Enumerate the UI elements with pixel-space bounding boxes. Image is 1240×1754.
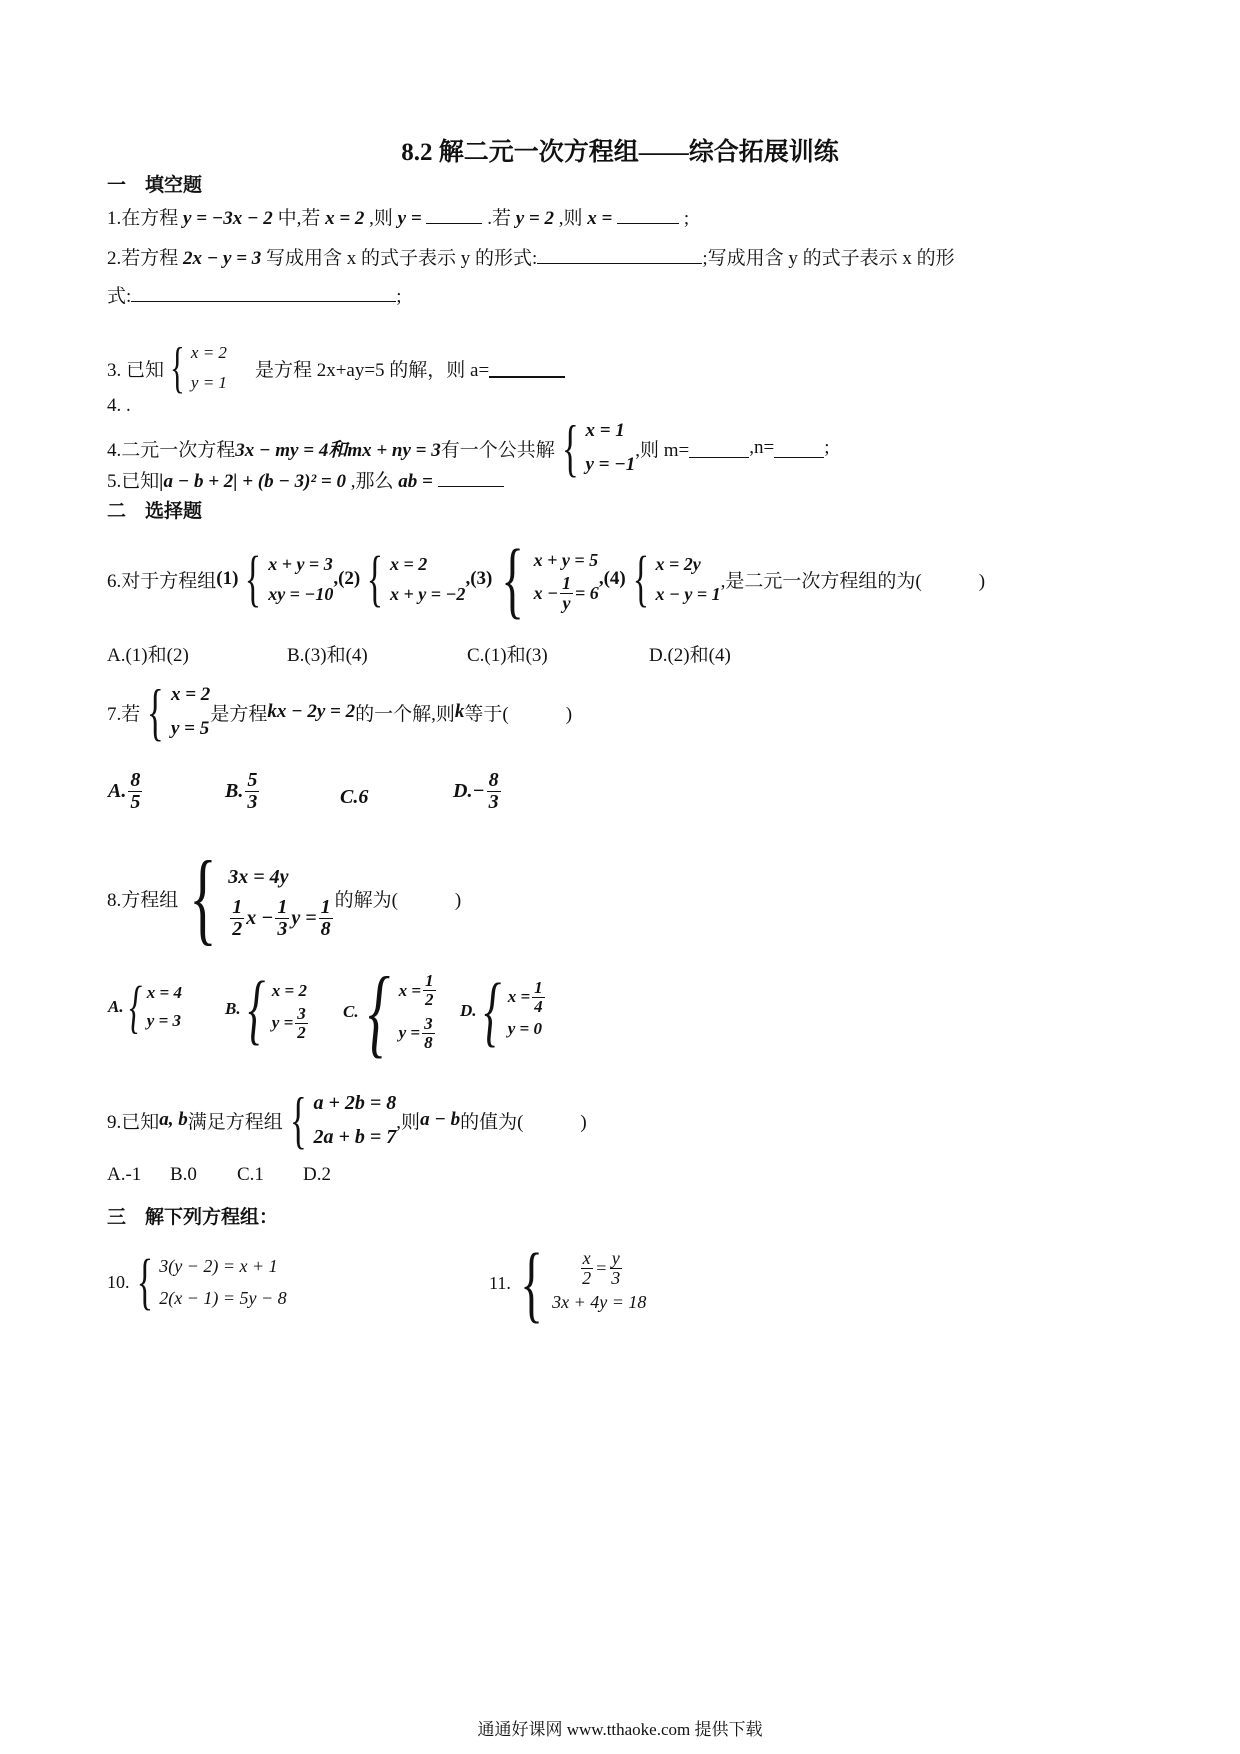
q4-system	[555, 414, 636, 482]
q7-a-num: 8	[130, 769, 141, 791]
q7-d-den: 3	[488, 791, 499, 813]
q6-text-a: 6.对于方程组	[107, 570, 217, 592]
q8-f2-den: 3	[277, 917, 288, 940]
q9-row-2: 2a + b = 7	[313, 1126, 397, 1148]
q2-text-b: 写成用含 x 的式子表示 y 的形式:	[261, 248, 538, 269]
brace: {	[245, 545, 262, 613]
brace: {	[128, 974, 142, 1039]
q9-row-1: a + 2b = 8	[313, 1092, 397, 1114]
footer-credit: 通通好课网 www.tthaoke.com 提供下载	[477, 1720, 763, 1739]
q9-system	[283, 1086, 397, 1154]
q9-a-minus-b: a − b	[420, 1109, 461, 1130]
q8-row-1: 3x = 4y	[228, 865, 289, 888]
brace: {	[147, 676, 165, 747]
q9-option-d[interactable]: D.2	[303, 1164, 331, 1185]
q8-a-row-1: x = 4	[146, 983, 182, 1002]
brace: {	[520, 1235, 543, 1331]
q9-text-d: 的值为( )	[460, 1111, 587, 1133]
q6-s3-x: x −	[533, 582, 559, 603]
q8-b-row-1: x = 2	[271, 980, 307, 1000]
q10-row-2: 2(x − 1) = 5y − 8	[159, 1288, 287, 1308]
brace: {	[247, 965, 265, 1052]
q7-b-num: 5	[247, 769, 258, 791]
question-6	[107, 531, 986, 627]
q11-label: 11.	[489, 1272, 511, 1293]
q5-ab: ab =	[398, 471, 438, 492]
q11-equals: =	[595, 1257, 608, 1278]
q6-s3-num: 1	[562, 572, 572, 593]
brace: {	[366, 545, 384, 613]
q8-d-num: 1	[534, 977, 543, 997]
q11-x-den: 2	[582, 1267, 592, 1288]
q6-system-4	[626, 545, 721, 613]
q6-option-c[interactable]: C.(1)和(3)	[467, 645, 548, 666]
q8-text-b: 的解为( )	[334, 889, 462, 911]
q2-text-d: 式:	[107, 286, 132, 307]
q7-option-d[interactable]	[453, 770, 503, 813]
q7-option-a[interactable]	[108, 770, 144, 813]
q5-text-b: ,那么	[346, 471, 399, 492]
q6-s2-row-1: x = 2	[390, 554, 428, 574]
q8-c-num-2: 3	[424, 1014, 433, 1033]
q8-c-den-1: 2	[425, 990, 434, 1010]
q6-text-b: ,是二元一次方程组的为( )	[720, 570, 986, 592]
q4-text-a: 4.二元一次方程	[107, 439, 236, 461]
question-7	[107, 678, 572, 746]
section-heading-choice: 二 选择题	[107, 501, 203, 522]
question-8	[107, 840, 462, 955]
q7-k: k	[454, 701, 465, 722]
q9-option-c[interactable]: C.1	[237, 1164, 264, 1185]
section-heading-fill-in: 一 填空题	[107, 175, 203, 196]
q7-text-d: 等于( )	[464, 703, 573, 725]
q6-s1-row-2: xy = −10	[268, 584, 334, 604]
q8-option-a[interactable]	[108, 974, 182, 1039]
q3-blank-a[interactable]	[489, 358, 565, 378]
section-heading-solve: 三 解下列方程组：	[107, 1207, 279, 1228]
q6-s1-row-1: x + y = 3	[268, 554, 333, 574]
q7-option-c[interactable]: C.6	[340, 786, 369, 808]
q1-x: x =	[587, 208, 618, 229]
q1-condition-x: x = 2	[325, 208, 365, 229]
q1-text-b: 中,若	[272, 208, 326, 229]
q3-row-1: x = 2	[190, 343, 227, 362]
q1-condition-y: y = 2	[515, 208, 554, 229]
q6-s3-eq: = 6	[575, 582, 599, 603]
q4-text-e: ;	[824, 437, 830, 458]
q7-text-a: 7.若	[107, 703, 141, 725]
brace: {	[483, 967, 501, 1054]
question-5	[107, 466, 504, 493]
q6-s2-row-2: x + y = −2	[390, 584, 466, 604]
q3-text-b: 是方程 2x+ay=5 的解，则 a=	[254, 359, 490, 381]
q8-c-den-2: 8	[424, 1032, 433, 1052]
q2-equation: 2x − y = 3	[183, 248, 262, 269]
q8-a-label: A.	[108, 997, 124, 1016]
q8-f1-den: 2	[232, 917, 243, 940]
q8-d-den: 4	[534, 996, 543, 1016]
q1-text-c: ,则	[364, 208, 398, 229]
q8-f3-num: 1	[320, 895, 331, 918]
q6-label-4: ,(4)	[598, 568, 626, 589]
q8-b-row-2: y =	[271, 1013, 294, 1032]
q11-y-num: y	[611, 1247, 620, 1268]
q11-y-den: 3	[611, 1267, 621, 1288]
q8-d-row-1: x =	[507, 987, 531, 1006]
q7-row-1: x = 2	[170, 684, 211, 705]
q7-a-den: 5	[130, 791, 141, 813]
q7-system	[140, 678, 210, 746]
q5-blank[interactable]	[438, 468, 504, 487]
q4-text-c: ,则 m=	[635, 439, 690, 461]
q7-equation: kx − 2y = 2	[267, 701, 356, 722]
q9-ab: a, b	[159, 1109, 188, 1130]
page-title: 8.2 解二元一次方程组——综合拓展训练	[401, 139, 839, 166]
brace: {	[289, 1084, 307, 1155]
q4-row-1: x = 1	[585, 420, 625, 441]
q8-option-b[interactable]	[225, 965, 310, 1052]
q11-x-num: x	[582, 1247, 591, 1268]
q8-c-row-1: x =	[398, 980, 422, 1000]
q8-y: y =	[291, 906, 317, 929]
brace: {	[632, 545, 649, 613]
q4-text-b: 有一个公共解	[440, 439, 555, 461]
q5-equation: |a − b + 2| + (b − 3)² = 0	[159, 471, 346, 492]
q9-text-c: ,则	[396, 1111, 421, 1133]
q7-row-2: y = 5	[170, 718, 210, 739]
q6-s3-row-1: x + y = 5	[533, 549, 599, 570]
q8-x: x −	[246, 906, 274, 929]
q3-row-2: y = 1	[190, 373, 227, 392]
q4-row-2: y = −1	[585, 454, 636, 475]
q6-system-1	[238, 545, 334, 613]
q6-s4-row-2: x − y = 1	[655, 584, 721, 604]
q1-text-e: ,则	[553, 208, 588, 229]
q2-blank-y[interactable]	[537, 245, 702, 264]
q8-option-d[interactable]	[460, 967, 547, 1054]
q7-text-b: 是方程	[210, 703, 268, 725]
question-1	[107, 203, 689, 230]
q7-d-num: 8	[488, 769, 499, 791]
brace: {	[501, 531, 525, 627]
q8-c-num-1: 1	[425, 971, 434, 991]
q3-text-a: 3. 已知	[107, 359, 165, 381]
q6-option-d[interactable]: D.(2)和(4)	[649, 645, 731, 666]
q8-a-row-2: y = 3	[146, 1011, 182, 1030]
q6-s4-row-1: x = 2y	[655, 554, 701, 574]
question-4-stub: 4. .	[107, 395, 131, 416]
q6-option-a[interactable]: A.(1)和(2)	[107, 645, 189, 666]
q8-c-row-2: y =	[398, 1023, 421, 1043]
q6-label-1: (1)	[216, 568, 239, 589]
q6-s3-den: y	[562, 592, 571, 613]
q8-b-den: 2	[297, 1022, 306, 1042]
q7-d-label: D.−	[453, 780, 485, 802]
q4-text-d: ,n=	[749, 437, 775, 458]
brace: {	[170, 337, 185, 399]
q8-f3-den: 8	[320, 917, 331, 940]
q9-option-a[interactable]: A.-1	[107, 1164, 142, 1185]
q6-label-3: ,(3)	[465, 568, 493, 589]
q8-b-label: B.	[225, 999, 241, 1018]
q1-y: y =	[397, 208, 427, 229]
q6-label-2: ,(2)	[333, 568, 361, 589]
question-2-line2	[107, 281, 402, 308]
q1-text-d: .若	[482, 208, 516, 229]
q5-text-a: 5.已知	[107, 471, 160, 492]
question-9	[107, 1086, 587, 1154]
q6-system-3	[492, 531, 599, 627]
q4-blank-m[interactable]	[689, 439, 749, 458]
q9-text-a: 9.已知	[107, 1111, 160, 1133]
q7-text-c: 的一个解,则	[355, 703, 455, 725]
q9-option-b[interactable]: B.0	[170, 1164, 197, 1185]
q10-row-1: 3(y − 2) = x + 1	[159, 1256, 278, 1276]
q8-d-label: D.	[460, 1001, 477, 1020]
brace: {	[189, 840, 217, 955]
question-10	[107, 1250, 287, 1314]
q10-label: 10.	[107, 1271, 130, 1292]
brace: {	[561, 412, 579, 483]
q8-b-num: 3	[297, 1003, 306, 1023]
q3-system	[164, 338, 227, 398]
q4-equations: 3x − my = 4和mx + ny = 3	[235, 439, 441, 461]
q9-text-b: 满足方程组	[187, 1111, 283, 1133]
question-2	[107, 243, 955, 270]
brace: {	[136, 1248, 153, 1316]
q2-text-e: ;	[396, 286, 402, 307]
brace: {	[367, 956, 390, 1067]
q1-blank-x[interactable]	[617, 205, 679, 224]
q8-system	[178, 840, 334, 955]
q7-b-label: B.	[225, 780, 244, 802]
q7-b-den: 3	[247, 791, 258, 813]
q4-blank-n[interactable]	[774, 439, 824, 458]
q8-option-c[interactable]	[343, 956, 438, 1067]
q8-text-a: 8.方程组	[107, 889, 179, 911]
q1-text-f: ;	[679, 208, 690, 229]
q6-system-2	[360, 545, 466, 613]
q2-blank-x[interactable]	[131, 283, 396, 302]
q6-option-b[interactable]: B.(3)和(4)	[287, 645, 368, 666]
q7-a-label: A.	[108, 780, 127, 802]
q7-option-b[interactable]	[225, 770, 261, 813]
q2-text-a: 2.若方程	[107, 248, 184, 269]
q1-equation: y = −3x − 2	[183, 208, 273, 229]
q8-d-row-2: y = 0	[507, 1019, 542, 1039]
q1-blank-y[interactable]	[426, 205, 482, 224]
q1-text-a: 1.在方程	[107, 208, 184, 229]
question-11	[489, 1235, 647, 1331]
q8-f2-num: 1	[277, 895, 288, 918]
q11-row-2: 3x + 4y = 18	[552, 1292, 647, 1313]
q2-text-c: ;写成用含 y 的式子表示 x 的形	[702, 248, 955, 269]
question-3	[107, 338, 565, 398]
q8-c-label: C.	[343, 1002, 359, 1021]
q8-f1-num: 1	[232, 895, 243, 918]
